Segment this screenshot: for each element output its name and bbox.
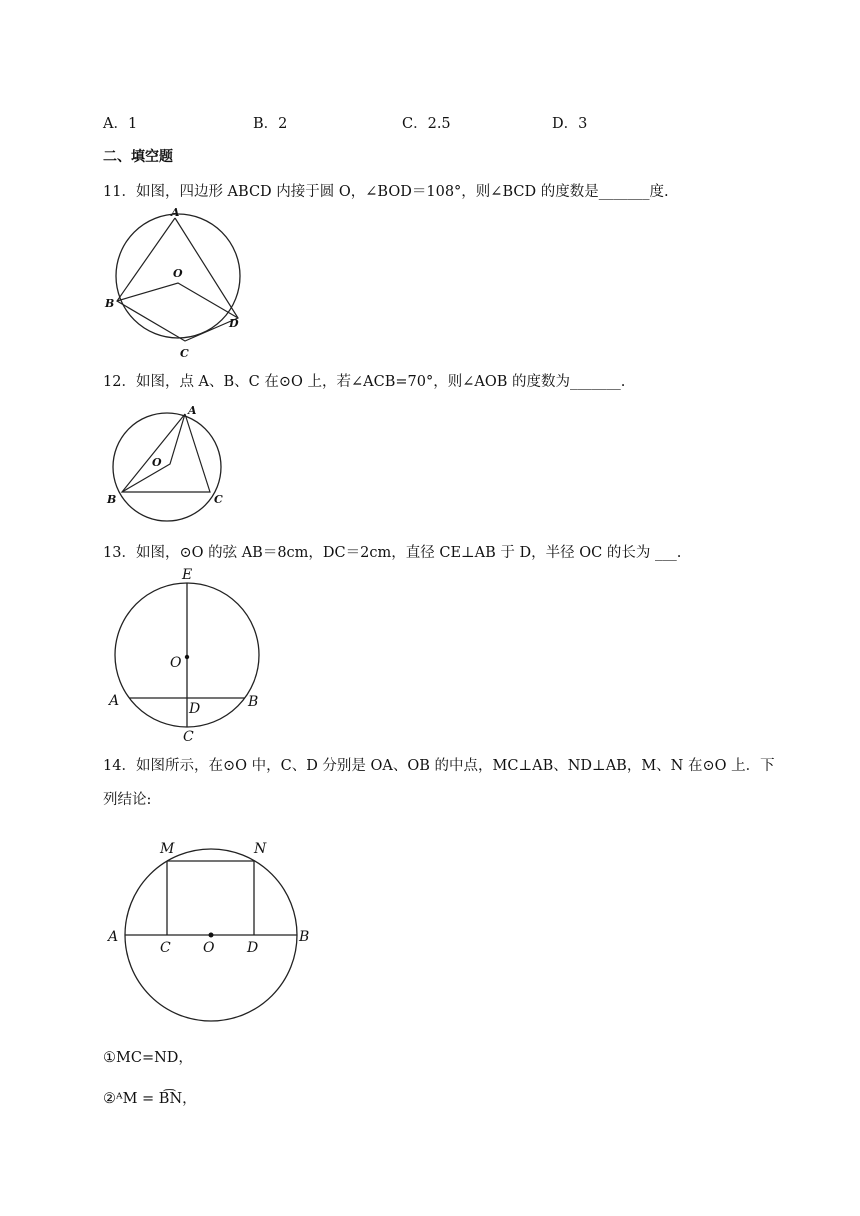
fig13-label-a: A: [109, 693, 120, 709]
option-a: A．1: [103, 116, 138, 132]
fig13-label-e: E: [182, 567, 193, 583]
fig11-label-b: B: [105, 297, 115, 310]
fig11-label-d: D: [229, 317, 239, 330]
fig14-label-d: D: [247, 940, 259, 956]
question-13-figure: [105, 565, 265, 745]
question-12-figure: [100, 400, 240, 525]
option-c: C．2.5: [402, 116, 451, 132]
fig14-label-n: N: [254, 841, 267, 857]
question-11-figure: [100, 205, 250, 360]
fig14-label-a: A: [108, 929, 119, 945]
question-14-text-line2: 列结论:: [103, 792, 152, 808]
question-11-text: 11．如图，四边形 ABCD 内接于圆 O，∠BOD＝108°，则∠BCD 的度数是_______度.: [103, 184, 669, 200]
fig13-label-b: B: [248, 694, 259, 710]
fig11-label-o: O: [173, 267, 183, 280]
fig12-label-c: C: [214, 493, 223, 506]
fig14-label-m: M: [160, 841, 175, 857]
fig13-label-o: O: [170, 655, 182, 671]
fig12-label-b: B: [107, 493, 117, 506]
fig14-label-o: O: [203, 940, 215, 956]
fig14-label-c: C: [160, 940, 171, 956]
question-14-figure: [100, 835, 325, 1030]
fig14-label-b: B: [299, 929, 310, 945]
question-12-text: 12．如图，点 A、B、C 在⊙O 上，若∠ACB=70°，则∠AOB 的度数为_______.: [103, 374, 626, 390]
fig12-label-a: A: [188, 404, 197, 417]
question-14-text-line1: 14．如图所示，在⊙O 中，C、D 分别是 OA、OB 的中点，MC⊥AB、ND⊥AB，M、N 在⊙O 上．下: [103, 758, 775, 774]
conclusion-1: ①MC=ND，: [103, 1050, 193, 1066]
question-13-text: 13．如图，⊙O 的弦 AB＝8cm，DC＝2cm，直径 CE⊥AB 于 D，半径 OC 的长为 ___.: [103, 545, 682, 561]
option-d: D．3: [552, 116, 588, 132]
section-title: 二、填空题: [103, 149, 173, 165]
fig12-label-o: O: [152, 456, 162, 469]
fig13-label-d: D: [189, 701, 201, 717]
fig11-label-a: A: [171, 206, 180, 219]
fig11-label-c: C: [180, 347, 189, 360]
fig13-label-c: C: [183, 729, 194, 745]
conclusion-2: ②ᴬM = B͡N，: [103, 1091, 197, 1107]
option-b: B．2: [253, 116, 288, 132]
